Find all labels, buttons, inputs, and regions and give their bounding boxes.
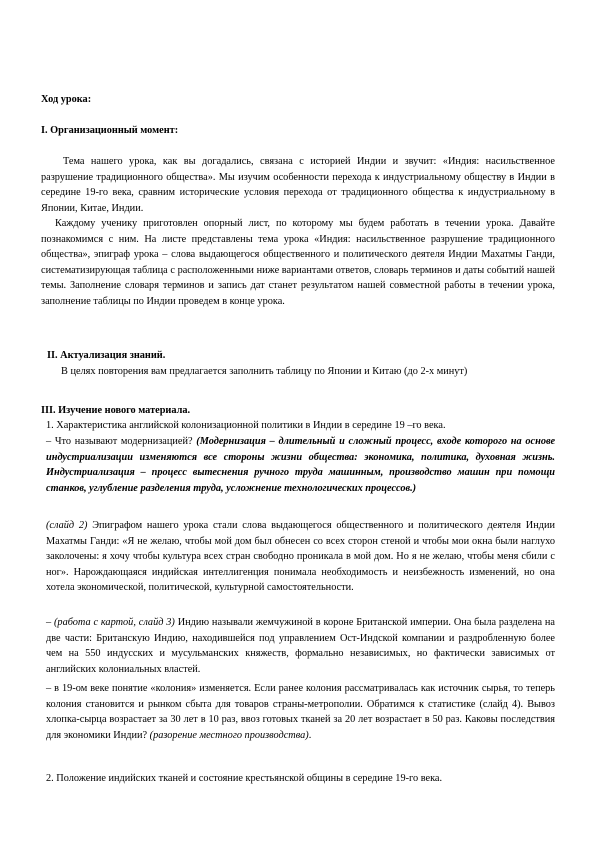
colony-answer: (разорение местного производства) <box>149 729 309 741</box>
map-dash: – <box>46 617 54 628</box>
section2-heading: II. Актуализация знаний. <box>47 350 166 361</box>
modernization-question <box>46 434 555 496</box>
section3-heading: III. Изучение нового материала. <box>41 405 191 416</box>
map-paragraph <box>46 615 555 677</box>
colony-end: . <box>308 729 312 741</box>
section1-paragraph2: Каждому ученику приготовлен опорный лист, по которому мы будем работать в течении урока. Давайте познакомимся с ним. На листе представлены тема урока «Индия: насильственное разрушение традиционного общества», эпиграф урока – слова выдающегося общественного и политического деятеля Индии Махатмы Ганди, систематизирующая таблица с расположенными ниже вариантами ответов, словарь терминов и даты событий нашей темы. Заполнение словаря терминов и запись дат станет результатом нашей совместной работы в течении урока, заполнение таблицы по Индии проведем в конце урока. <box>41 218 555 307</box>
map-text: Индию называли жемчужиной в короне Британской империи. Она была разделена на две части: Британскую Индию, находившейся под управлением Ост-Индской компании и раздробленную более чем на 550 индусских и мусульманских княжеств, формально независимых, но фактически зависимых от английских колониальных властей. <box>46 617 555 675</box>
section3-item1: 1. Характеристика английской колонизационной политики в Индии в середине 19 –го века. <box>46 420 446 431</box>
modernization-question-text: – Что называют модернизацией? <box>46 436 193 447</box>
section1-paragraph1: Тема нашего урока, как вы догадались, связана с историей Индии и звучит: «Индия: насильственное разрушение традиционного общества». Мы изучим особенности перехода к индустриальному обществу в Индии в середине 19-го века, сравним исторические условия перехода от традиционного общества к индустриальному в Японии, Китае, Индии. <box>41 156 555 214</box>
epigraph-text: Эпиграфом нашего урока стали слова выдающегося общественного и политического деятеля Индии Махатмы Ганди: «Я не желаю, чтобы мой дом был обнесен со всех сторон стеной и чтобы мои окна были наглухо заколочены: я хочу чтобы культура всех стран свободно проникала в мой дом. Но я не желаю, чтобы меня сбили с ног». Нарождающаяся индийская интеллигенция понимала необходимость и неизбежность изменений, но она хотела экономической, политической, культурной самостоятельности. <box>46 520 555 593</box>
section2-paragraph: В целях повторения вам предлагается заполнить таблицу по Японии и Китаю (до 2-х минут) <box>61 366 468 377</box>
section3-item2: 2. Положение индийских тканей и состояние крестьянской общины в середине 19-го века. <box>46 773 443 784</box>
epigraph-paragraph <box>46 518 555 596</box>
modernization-answer: (Модернизация – длительный и сложный процесс, входе которого на основе индустриализации изменяются все стороны жизни общества: экономика, политика, духовная жизнь. Индустриализация – процесс вытеснения ручного труда машинным, производство машин при помощи станков, углубление разделения труда, усложнение технологических процессов.) <box>46 436 556 494</box>
lesson-title: Ход урока: <box>41 94 92 105</box>
colony-text: – в 19-ом веке понятие «колония» изменяется. Если ранее колония рассматривалась как источник сырья, то теперь колония становится и рынком сбыта для товаров страны-метрополии. Обратимся к статистике (слайд 4). Вывоз хлопка-сырца возрастает за 30 лет в 10 раз, ввоз готовых тканей за 20 лет возрастает в 50 раз. Каковы последствия для экономики Индии? <box>46 683 555 741</box>
map-label: (работа с картой, слайд 3) <box>54 617 175 628</box>
section1-heading: I. Организационный момент: <box>41 125 179 136</box>
slide2-label: (слайд 2) <box>46 520 88 531</box>
colony-paragraph <box>46 681 555 743</box>
